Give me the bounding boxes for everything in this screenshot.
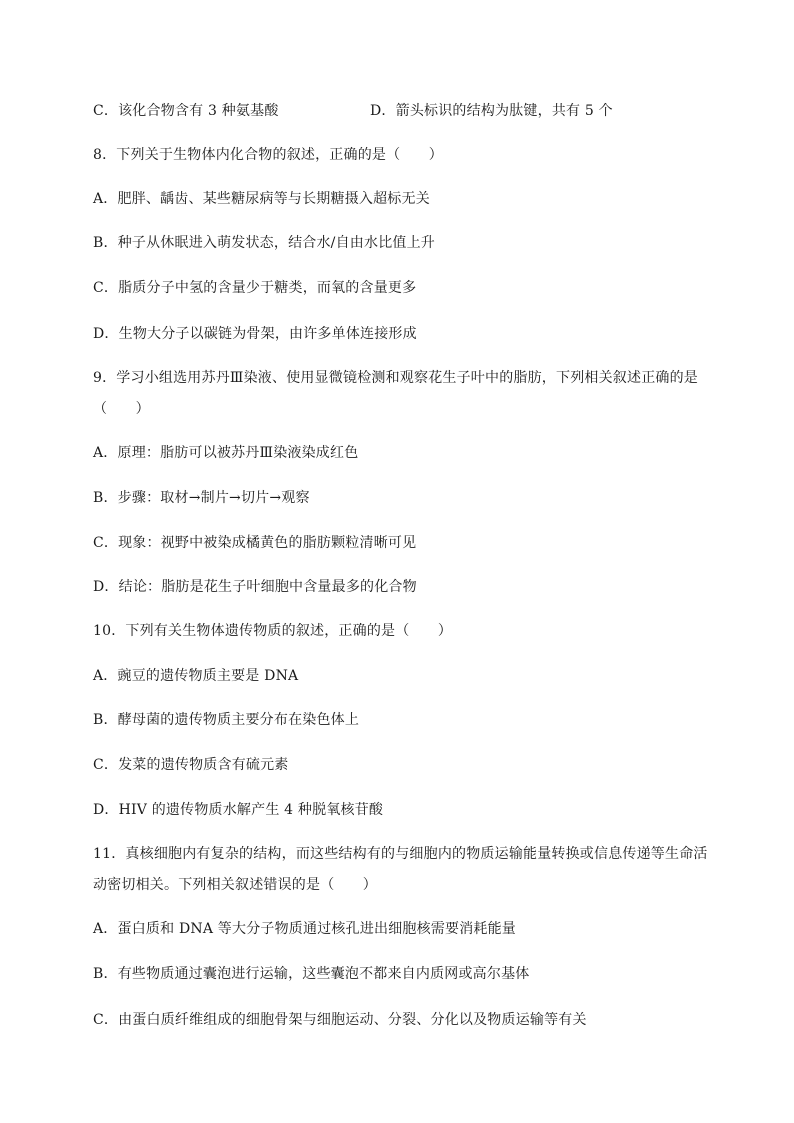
q9-option-a: A．原理：脂肪可以被苏丹Ⅲ染液染成红色: [93, 445, 359, 461]
q11-option-a: A．蛋白质和 DNA 等大分子物质通过核孔进出细胞核需要消耗能量: [93, 921, 516, 937]
q8-option-a: A．肥胖、龋齿、某些糖尿病等与长期糖摄入超标无关: [93, 191, 430, 207]
q7-option-c: C．该化合物含有 3 种氨基酸: [93, 103, 279, 119]
q8-option-c: C．脂质分子中氢的含量少于糖类，而氧的含量更多: [93, 280, 417, 296]
q10-stem: 10．下列有关生物体遗传物质的叙述，正确的是（ ）: [93, 623, 453, 639]
q8-option-d: D．生物大分子以碳链为骨架，由许多单体连接形成: [93, 326, 417, 342]
q11-option-c: C．由蛋白质纤维组成的细胞骨架与细胞运动、分裂、分化以及物质运输等有关: [93, 1012, 587, 1028]
q7-option-d: D．箭头标识的结构为肽键，共有 5 个: [370, 103, 613, 119]
q11-option-b: B．有些物质通过囊泡进行运输，这些囊泡不都来自内质网或高尔基体: [93, 966, 530, 982]
q11-stem-line2: 动密切相关。下列相关叙述错误的是（ ）: [93, 877, 377, 893]
q10-option-c: C．发菜的遗传物质含有硫元素: [93, 757, 289, 773]
q9-option-d: D．结论：脂肪是花生子叶细胞中含量最多的化合物: [93, 579, 417, 595]
q9-option-c: C．现象：视野中被染成橘黄色的脂肪颗粒清晰可见: [93, 535, 417, 551]
q8-option-b: B．种子从休眠进入萌发状态，结合水/自由水比值上升: [93, 235, 436, 251]
q9-stem-line1: 9．学习小组选用苏丹Ⅲ染液、使用显微镜检测和观察花生子叶中的脂肪，下列相关叙述正确的是: [93, 370, 699, 386]
q8-stem: 8．下列关于生物体内化合物的叙述，正确的是（ ）: [93, 147, 443, 163]
q9-option-b: B．步骤：取材→制片→切片→观察: [93, 490, 310, 506]
q11-stem-line1: 11．真核细胞内有复杂的结构，而这些结构有的与细胞内的物质运输能量转换或信息传递等生命活: [93, 846, 708, 862]
q9-stem-line2: （ ）: [93, 401, 150, 417]
q10-option-b: B．酵母菌的遗传物质主要分布在染色体上: [93, 712, 360, 728]
q10-option-a: A．豌豆的遗传物质主要是 DNA: [93, 668, 299, 684]
q10-option-d: D．HIV 的遗传物质水解产生 4 种脱氧核苷酸: [93, 802, 384, 818]
